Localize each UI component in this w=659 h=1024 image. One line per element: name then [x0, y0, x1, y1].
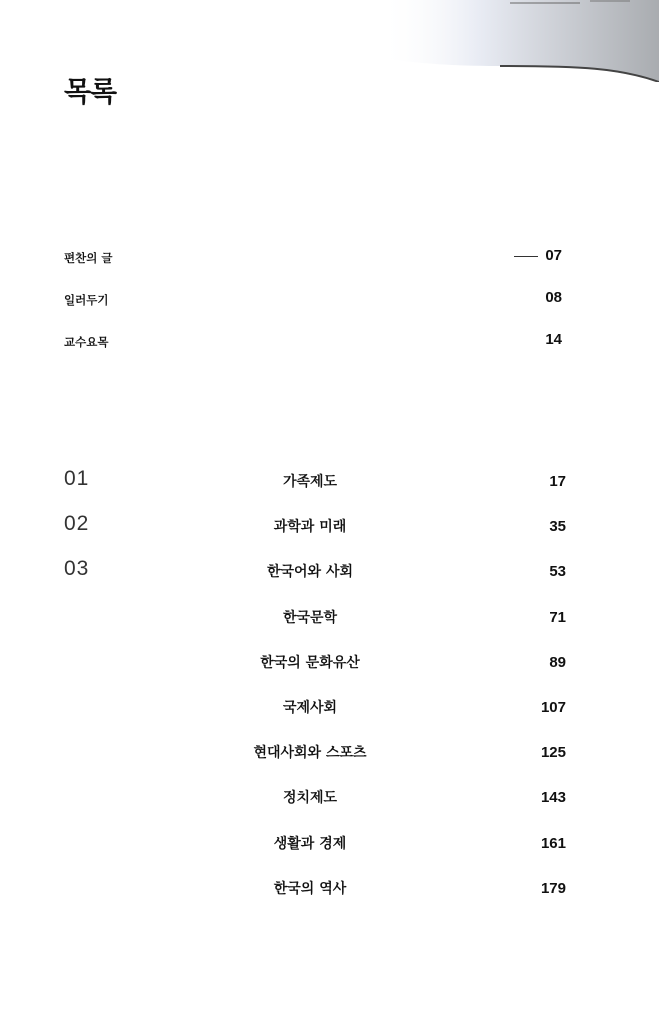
- chapter-number: 01: [64, 467, 90, 490]
- chapter-page: 89: [549, 653, 566, 671]
- front-matter-item[interactable]: [64, 246, 564, 288]
- chapter-list: [200, 471, 566, 923]
- chapter-title: 생활과 경제: [273, 835, 347, 852]
- chapter-page: 143: [540, 789, 566, 807]
- scanned-page-corner: [380, 0, 659, 82]
- chapter-number: 03: [64, 557, 90, 580]
- chapter-title: 과학과 미래: [273, 519, 347, 536]
- chapter-entry[interactable]: [200, 697, 566, 742]
- chapter-page: 53: [549, 563, 566, 581]
- front-matter-page: 07: [545, 247, 562, 264]
- chapter-entry[interactable]: [200, 833, 566, 878]
- dot-leader: [514, 256, 538, 257]
- chapter-title: 한국의 역사: [273, 880, 347, 897]
- chapter-title: 한국문학: [282, 609, 338, 626]
- chapter-page: 125: [540, 744, 566, 762]
- front-matter-label: 일러두기: [64, 293, 109, 307]
- chapter-title: 한국어와 사회: [266, 564, 354, 581]
- chapter-title: 국제사회: [282, 699, 338, 716]
- chapter-entry[interactable]: [200, 787, 566, 832]
- front-matter-label: 교수요목: [64, 335, 109, 349]
- chapter-title: 가족제도: [282, 474, 338, 490]
- chapter-page: 71: [549, 608, 566, 626]
- chapter-entry[interactable]: [200, 878, 566, 923]
- chapter-title: 한국의 문화유산: [260, 654, 360, 671]
- chapter-page: 35: [549, 518, 566, 536]
- chapter-entry[interactable]: [200, 742, 566, 787]
- chapter-title: 정치제도: [282, 790, 338, 807]
- chapter-entry[interactable]: [200, 471, 566, 516]
- page-title: 목록: [64, 75, 117, 108]
- chapter-page: 17: [549, 473, 566, 490]
- chapter-title: 현대사회와 스포츠: [253, 745, 367, 762]
- front-matter-list: [64, 246, 564, 372]
- chapter-page: 161: [540, 834, 566, 852]
- chapter-number-column: [64, 467, 89, 602]
- chapter-entry[interactable]: [200, 607, 566, 652]
- chapter-entry[interactable]: [200, 652, 566, 697]
- chapter-entry[interactable]: [200, 516, 566, 561]
- chapter-number: 02: [64, 512, 90, 535]
- front-matter-page: 08: [545, 289, 562, 306]
- front-matter-item[interactable]: [64, 330, 564, 372]
- chapter-entry[interactable]: [200, 561, 566, 606]
- front-matter-label: 편찬의 글: [64, 251, 113, 265]
- chapter-page: 179: [540, 879, 566, 897]
- chapter-page: 107: [540, 698, 566, 716]
- front-matter-item[interactable]: [64, 288, 564, 330]
- front-matter-page: 14: [545, 331, 562, 348]
